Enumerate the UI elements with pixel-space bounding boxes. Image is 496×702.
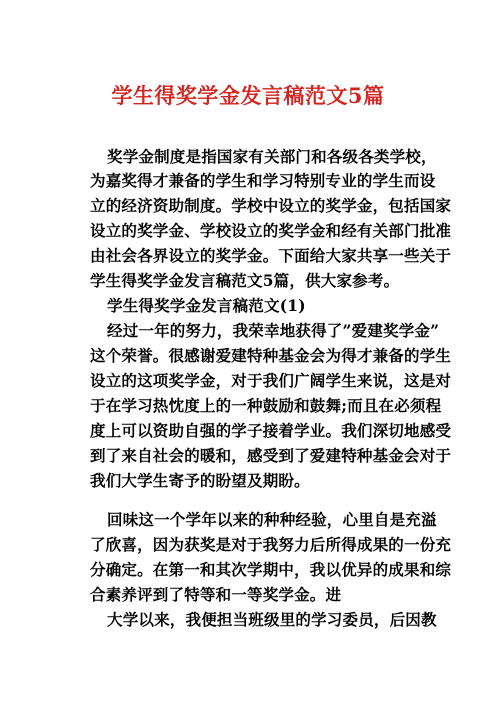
body-line: 由社会各界设立的奖学金。下面给大家共享一些关于 bbox=[90, 246, 452, 265]
body-line: 了欣喜，因为获奖是对于我努力后所得成果的一份充 bbox=[90, 535, 452, 554]
body-line: 设立的奖学金、学校设立的奖学金和经有关部门批准 bbox=[90, 221, 452, 240]
body-line: 经过一年的努力，我荣幸地获得了”爱建奖学金” bbox=[107, 321, 440, 340]
body-line: 合素养评到了特等和一等奖学金。进 bbox=[90, 585, 342, 604]
body-line: 设立的这项奖学金，对于我们广阔学生来说，这是对 bbox=[90, 371, 452, 390]
body-line: 我们大学生寄予的盼望及期盼。 bbox=[90, 471, 310, 490]
body-line: 到了来自社会的暖和，感受到了爱建特种基金会对于 bbox=[90, 446, 452, 465]
body-line: 学生得奖学金发言稿范文5篇，供大家参考。 bbox=[90, 271, 400, 290]
body-line: 回味这一个学年以来的种种经验，心里自是充溢 bbox=[107, 510, 437, 529]
document-title: 学生得奖学金发言稿范文5篇 bbox=[111, 83, 385, 108]
body-line: 大学以来，我便担当班级里的学习委员，后因教 bbox=[107, 610, 437, 629]
body-line: 奖学金制度是指国家有关部门和各级各类学校， bbox=[107, 147, 437, 166]
section-heading: 学生得奖学金发言稿范文(1) bbox=[107, 296, 306, 315]
body-line: 为嘉奖得才兼备的学生和学习特别专业的学生而设 bbox=[90, 171, 436, 190]
body-line: 度上可以资助自强的学子接着学业。我们深切地感受 bbox=[90, 421, 452, 440]
body-line: 这个荣誉。很感谢爱建特种基金会为得才兼备的学生 bbox=[90, 346, 452, 365]
body-line: 于在学习热忱度上的一种鼓励和鼓舞;而且在必须程 bbox=[90, 396, 442, 415]
body-line: 分确定。在第一和其次学期中，我以优异的成果和综 bbox=[90, 560, 452, 579]
body-line: 立的经济资助制度。学校中设立的奖学金，包括国家 bbox=[90, 196, 452, 215]
